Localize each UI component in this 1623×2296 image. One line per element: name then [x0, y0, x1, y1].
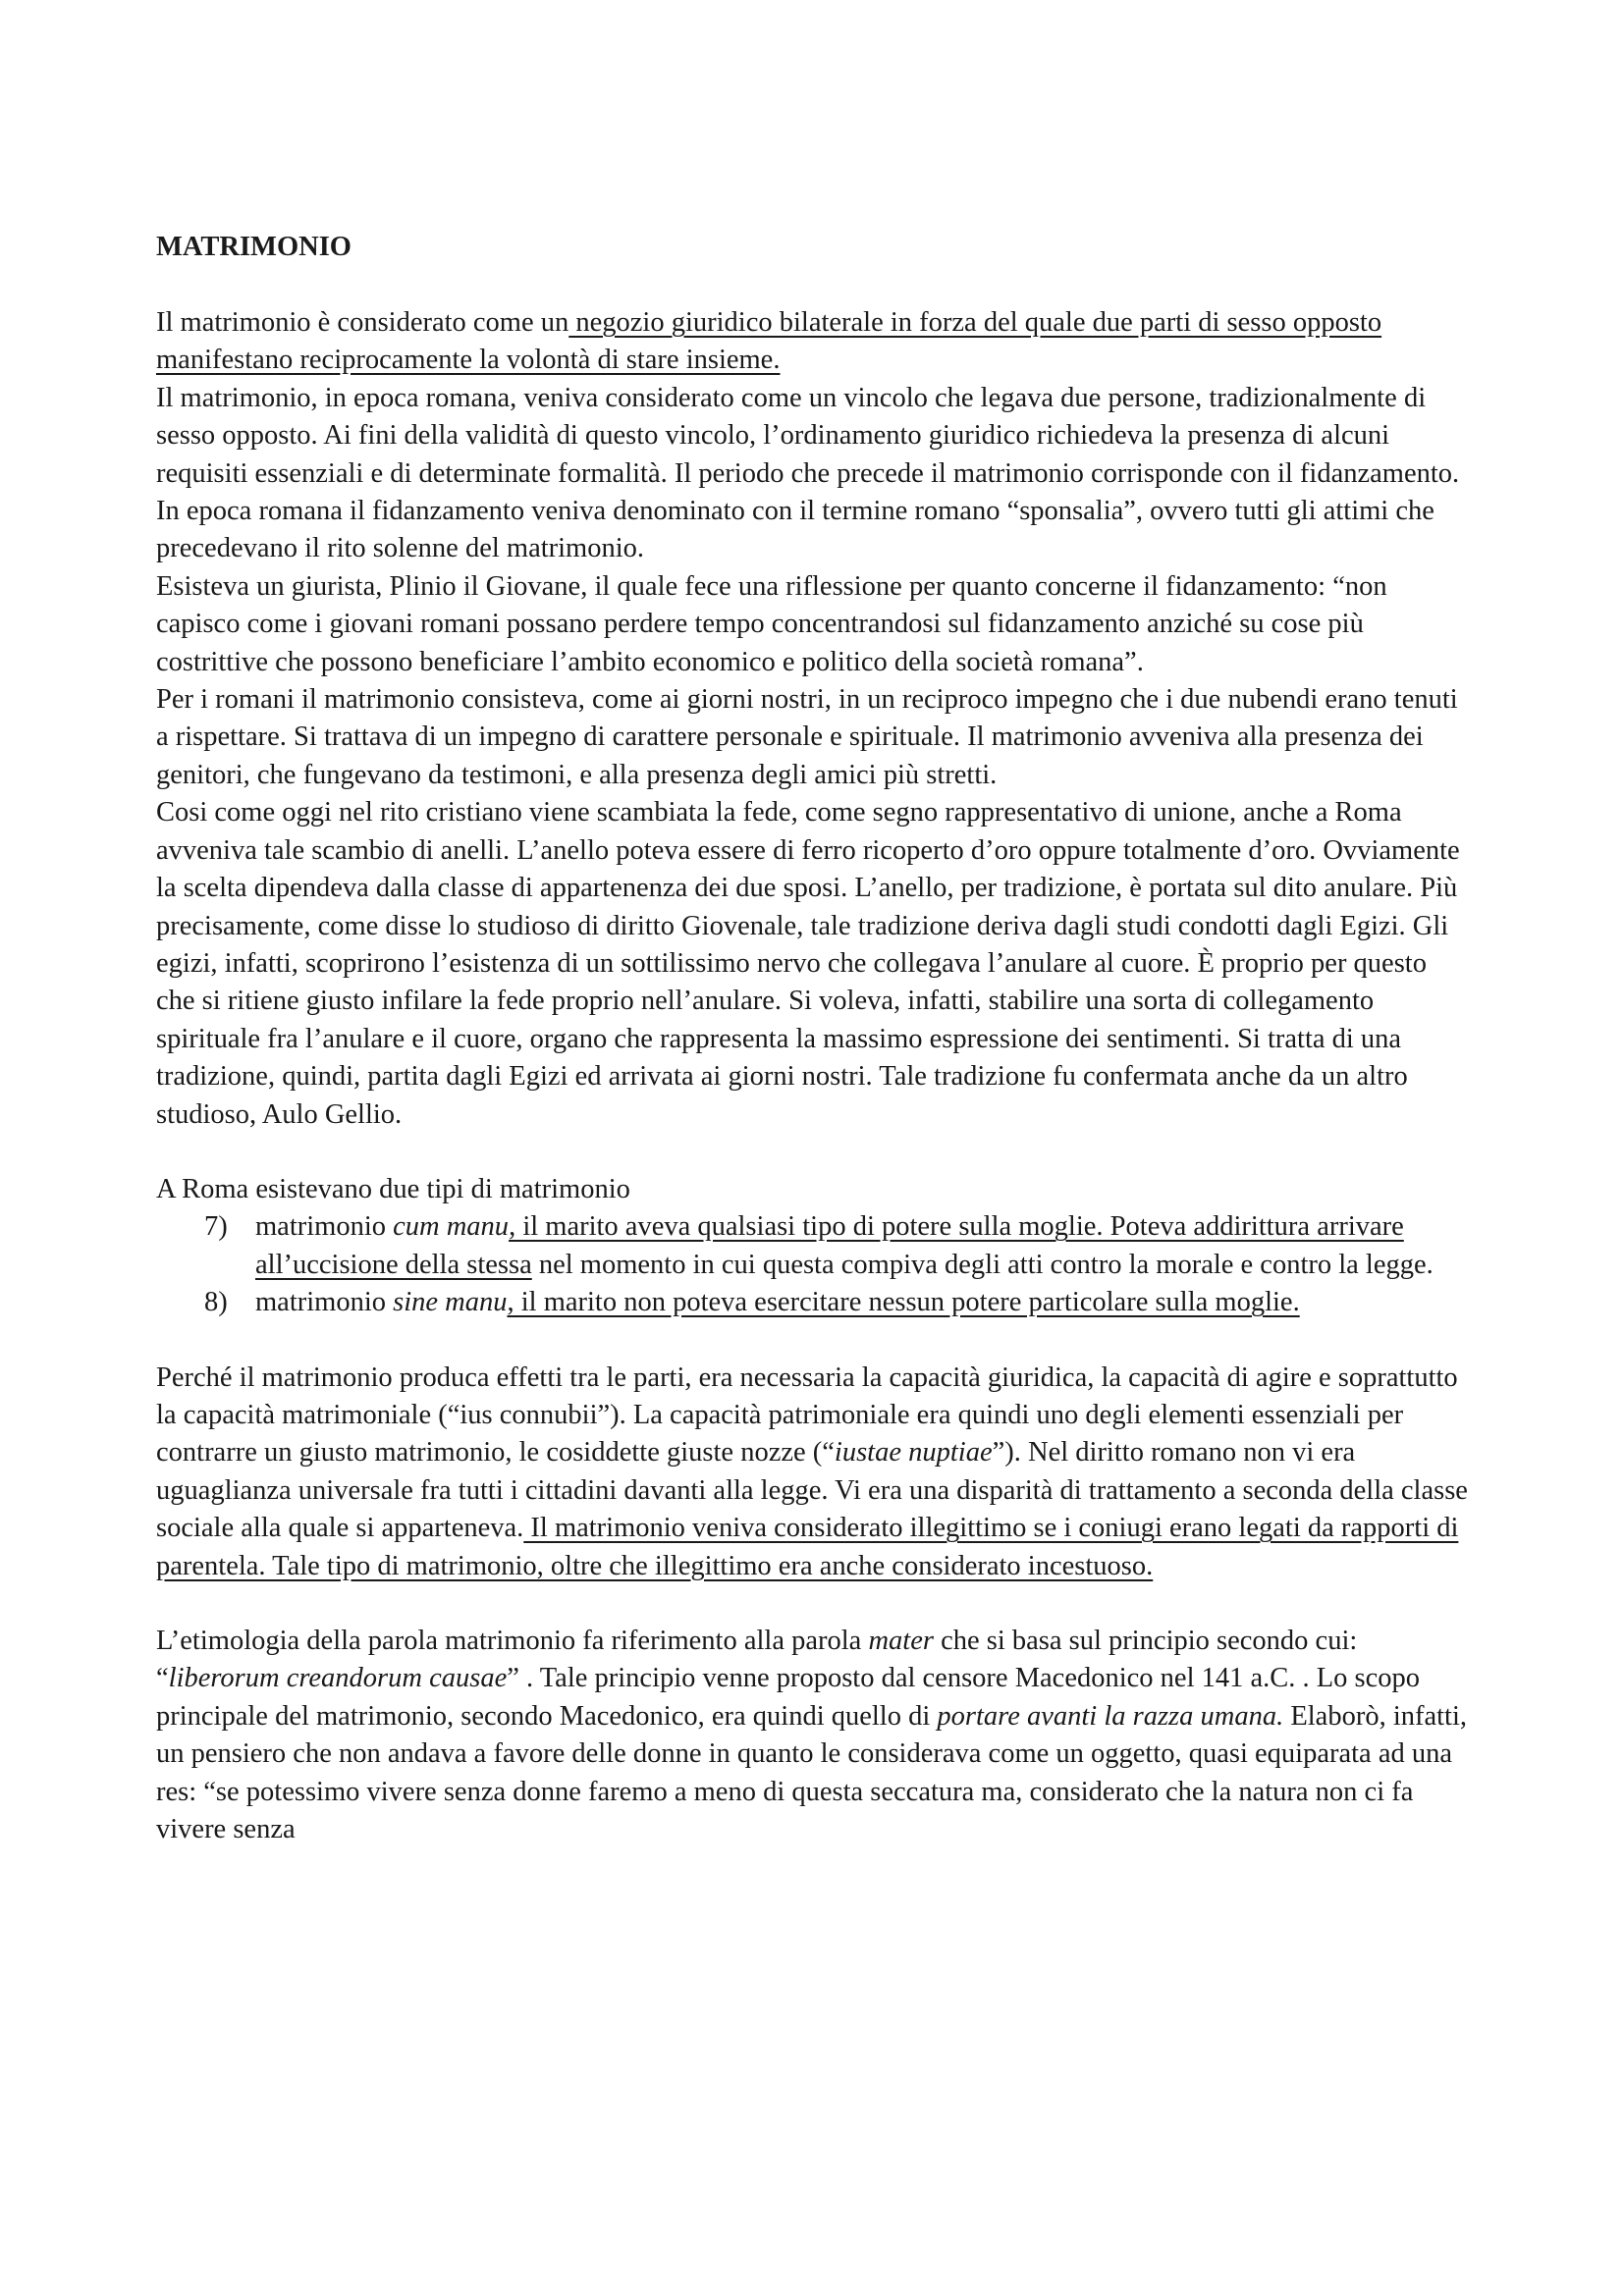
- paragraph-capacity-text: Perché il matrimonio produca effetti tra le parti, era necessaria la capacità giuridica, la capacità di agire e soprattutto la capacità matrimoniale (“ius connubii”). La capacità patrimoniale era quindi uno degli elementi essenziali per contrarre un giusto matrimonio, le cosiddette giuste nozze (“: [156, 1362, 1458, 1468]
- list-item-term: sine manu: [393, 1287, 508, 1318]
- paragraph-etymology-quote: liberorum creandorum causae: [168, 1663, 508, 1694]
- paragraph-capacity: [156, 1360, 1472, 1585]
- paragraph-capacity-underlined: Il matrimonio veniva considerato illegittimo se i coniugi erano legati da rapporti di parentela. Tale tipo di matrimonio, oltre che illegittimo era anche considerato incestuoso.: [156, 1513, 1459, 1581]
- paragraph-spacer: [156, 1134, 1472, 1171]
- paragraph-etymology-text: L’etimologia della parola matrimonio fa riferimento alla parola: [156, 1626, 869, 1656]
- paragraph-etymology-text-2: che si basa sul principio secondo cui: “: [156, 1626, 1358, 1694]
- list-item-text: matrimonio: [255, 1287, 394, 1318]
- paragraph-definition-underlined: negozio giuridico bilaterale in forza del quale due parti di sesso opposto manifestano reciprocamente la volontà di stare insieme.: [156, 307, 1382, 376]
- marriage-types-list: [156, 1208, 1472, 1321]
- paragraph-definition: [156, 304, 1472, 380]
- paragraph-etymology-term-mater: mater: [868, 1626, 934, 1656]
- paragraph-definition-text: Il matrimonio è considerato come un: [156, 307, 569, 338]
- paragraph-spacer: [156, 1585, 1472, 1623]
- paragraph-rings: Cosi come oggi nel rito cristiano viene scambiata la fede, come segno rappresentativo di unione, anche a Roma avveniva tale scambio di anelli. L’anello poteva essere di ferro ricoperto d’oro oppure totalmente d’oro. Ovviamente la scelta dipendeva dalla classe di appartenenza dei due sposi. L’anello, per tradizione, è portata sul dito anulare. Più precisamente, come disse lo studioso di diritto Giovenale, tale tradizione deriva dagli studi condotti dagli Egizi. Gli egizi, infatti, scoprirono l’esistenza di un sottilissimo nervo che collegava l’anulare al cuore. È proprio per questo che si ritiene giusto infilare la fede proprio nell’anulare. Si voleva, infatti, stabilire una sorta di collegamento spirituale fra l’anulare e il cuore, organo che rappresenta la massimo espressione dei sentimenti. Si tratta di una tradizione, quindi, partita dagli Egizi ed arrivata ai giorni nostri. Tale tradizione fu confermata anche da un altro studioso, Aulo Gellio.: [156, 797, 1460, 1130]
- list-item-term: cum manu: [393, 1211, 510, 1243]
- list-item-number: 7): [204, 1211, 228, 1243]
- paragraph-capacity-term: iustae nuptiae: [834, 1437, 993, 1468]
- paragraph-capacity-text-2: ”). Nel diritto romano non vi era uguaglianza universale fra tutti i cittadini davanti alla legge. Vi era una disparità di trattamento a seconda della classe sociale alla quale si apparteneva.: [156, 1437, 1468, 1544]
- paragraph-etymology-text-4: Elaborò, infatti, un pensiero che non andava a favore delle donne in quanto le considerava come un oggetto, quasi equiparata ad una res: “se potessimo vivere senza donne faremo a meno di questa seccatura ma, considerato che la natura non ci fa vivere senza: [156, 1700, 1468, 1845]
- list-item: [156, 1284, 1472, 1321]
- list-item-text-end: nel momento in cui questa compiva degli atti contro la morale e contro la legge.: [531, 1249, 1434, 1280]
- paragraph-spacer: [156, 1322, 1472, 1360]
- paragraph-roman-era: Il matrimonio, in epoca romana, veniva considerato come un vincolo che legava due persone, tradizionalmente di sesso opposto. Ai fini della validità di questo vincolo, l’ordinamento giuridico richiedeva la presenza di alcuni requisiti essenziali e di determinate formalità. Il periodo che precede il matrimonio corrisponde con il fidanzamento. In epoca romana il fidanzamento veniva denominato con il termine romano “sponsalia”, ovvero tutti gli attimi che precedevano il rito solenne del matrimonio.: [156, 382, 1460, 564]
- paragraph-commitment: Per i romani il matrimonio consisteva, come ai giorni nostri, in un reciproco impegno che i due nubendi erano tenuti a rispettare. Si trattava di un impegno di carattere personale e spirituale. Il matrimonio avveniva alla presenza dei genitori, che fungevano da testimoni, e alla presenza degli amici più stretti.: [156, 684, 1458, 790]
- paragraph-etymology: [156, 1623, 1472, 1848]
- paragraph-etymology-term-razza: portare avanti la razza umana.: [937, 1700, 1284, 1732]
- paragraph-etymology-text-3: ” . Tale principio venne proposto dal censore Macedonico nel 141 a.C. . Lo scopo principale del matrimonio, secondo Macedonico, era quindi quello di: [156, 1663, 1421, 1732]
- document-title: MATRIMONIO: [156, 232, 352, 262]
- list-item-underlined: , il marito non poteva esercitare nessun potere particolare sulla moglie.: [507, 1287, 1300, 1318]
- paragraph-plinio: Esisteva un giurista, Plinio il Giovane, il quale fece una riflessione per quanto concerne il fidanzamento: “non capisco come i giovani romani possano perdere tempo concentrandosi sul fidanzamento anziché su cose più costrittive che possono beneficiare l’ambito economico e politico della società romana”.: [156, 570, 1387, 677]
- list-item-text: matrimonio: [255, 1211, 394, 1243]
- list-item-number: 8): [204, 1287, 228, 1318]
- document-body: [156, 228, 1472, 1848]
- list-item: [156, 1208, 1472, 1284]
- list-item-underlined: , il marito aveva qualsiasi tipo di potere sulla moglie. Poteva addirittura arrivare all’uccisione della stessa: [255, 1211, 1404, 1280]
- list-intro: A Roma esistevano due tipi di matrimonio: [156, 1173, 630, 1204]
